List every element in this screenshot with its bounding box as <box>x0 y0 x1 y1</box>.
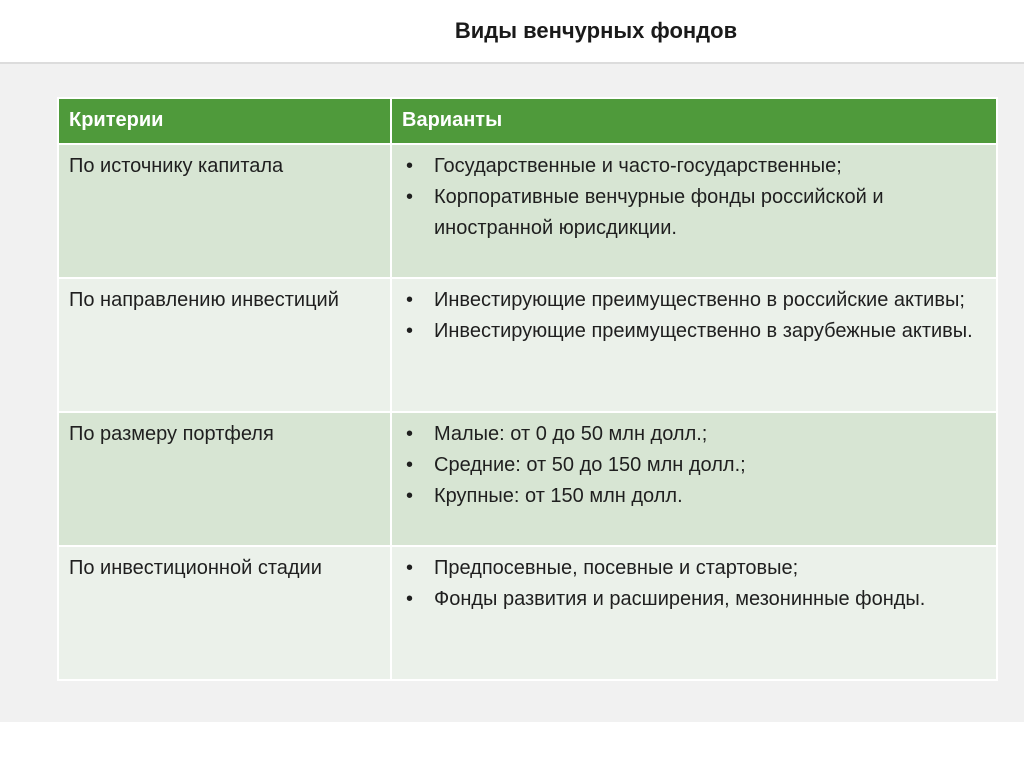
options-cell <box>391 144 997 278</box>
options-cell <box>391 546 997 680</box>
option-item: • Инвестирующие преимущественно в российские активы; <box>402 285 986 316</box>
option-item: • Фонды развития и расширения, мезонинные фонды. <box>402 584 986 615</box>
table-row <box>58 546 997 680</box>
header-criteria: Критерии <box>58 98 391 144</box>
options-cell <box>391 278 997 412</box>
criterion-cell: По размеру портфеля <box>58 412 391 546</box>
options-list <box>402 151 986 244</box>
options-list <box>402 553 986 615</box>
option-item: • Инвестирующие преимущественно в зарубежные активы. <box>402 316 986 347</box>
table-header-row <box>58 98 997 144</box>
title-wrap <box>0 0 1024 62</box>
slide-title: Виды венчурных фондов <box>454 18 738 43</box>
criterion-cell: По источнику капитала <box>58 144 391 278</box>
header-options: Варианты <box>391 98 997 144</box>
option-item: • Предпосевные, посевные и стартовые; <box>402 553 986 584</box>
criterion-cell: По инвестиционной стадии <box>58 546 391 680</box>
bottom-strip <box>0 722 1024 767</box>
option-item: • Государственные и часто-государственные; <box>402 151 986 182</box>
options-cell <box>391 412 997 546</box>
options-list <box>402 285 986 347</box>
option-item: • Средние: от 50 до 150 млн долл.; <box>402 450 986 481</box>
option-item: • Корпоративные венчурные фонды российской и иностранной юрисдикции. <box>402 182 986 244</box>
options-list <box>402 419 986 512</box>
table-row <box>58 412 997 546</box>
option-item: • Малые: от 0 до 50 млн долл.; <box>402 419 986 450</box>
table-row <box>58 278 997 412</box>
venture-funds-table <box>57 97 998 681</box>
table-row <box>58 144 997 278</box>
criterion-cell: По направлению инвестиций <box>58 278 391 412</box>
option-item: • Крупные: от 150 млн долл. <box>402 481 986 512</box>
